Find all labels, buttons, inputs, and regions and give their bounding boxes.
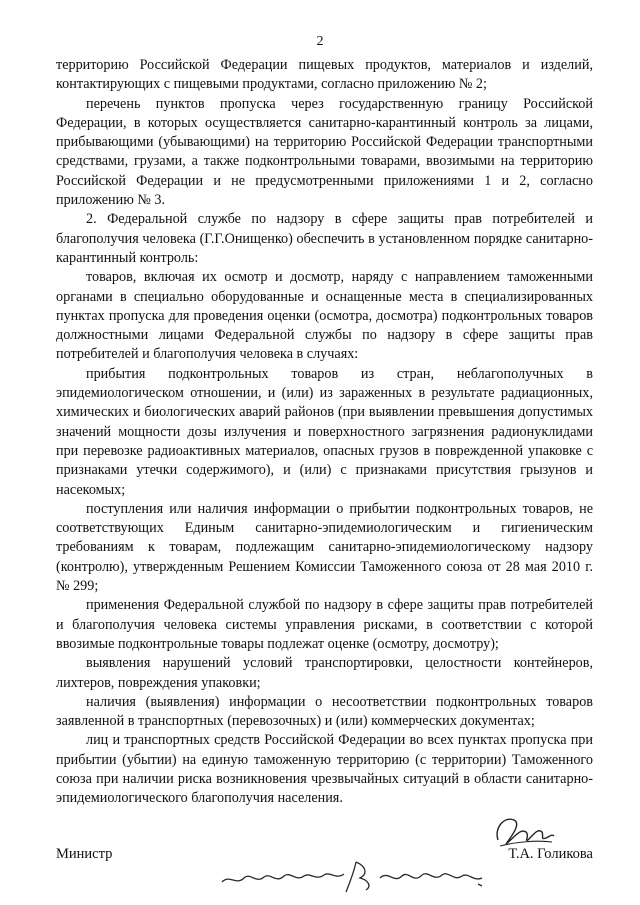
- signer-name: Т.А. Голикова: [508, 846, 593, 862]
- paragraph-case-risk-management: применения Федеральной службой по надзору в сфере защиты прав потребителей и благополучия человека системы управления рисками, в соответствии с которой ввозимые подконтрольные товары подлежат оценке (осмотру, досмотру);: [56, 597, 593, 652]
- page-number: 2: [316, 34, 324, 49]
- paragraph-case-document-mismatch: наличия (выявления) информации о несоответствии подконтрольных товаров заявленной в транспортных (перевозочных) и (или) коммерческих документах;: [56, 693, 593, 730]
- signature-block: [56, 840, 593, 900]
- paragraph-case-information: поступления или наличия информации о прибытии подконтрольных товаров, не соответствующих Единым санитарно-эпидемиологическим и гигиеническим требованиям к товарам, подлежащим санитарно-эпидемиологическому надзору (контролю), утвержденным Решением Комиссии Таможенного союза от 28 мая 2010 г. № 299;: [56, 500, 593, 595]
- paragraph-case-arrival: прибытия подконтрольных товаров из стран, неблагополучных в эпидемиологическом отношении, и (или) из зараженных в результате радиационных, химических и биологических аварий районов (при выявлении превышения допустимых значений мощности дозы излучения и поверхностного загрязнения радионуклидами при перевозке радиоактивных материалов, опасных грузов в поврежденной упаковке с признаками утечки содержимого), и (или) с признаками присутствия грызунов и насекомых;: [56, 365, 593, 498]
- signer-position: Министр: [56, 846, 113, 862]
- paragraph-persons-vehicles: лиц и транспортных средств Российской Федерации во всех пунктах пропуска при прибытии (убытии) на единую таможенную территорию (с территории) Таможенного союза при наличии риска возникновения чрезвычайных ситуаций в области санитарно-эпидемиологического благополучия населения.: [56, 732, 593, 807]
- paragraph-goods-inspection: товаров, включая их осмотр и досмотр, наряду с направлением таможенными органами в специально оборудованные и оснащенные места в специализированных пунктах пропуска для проведения оценки (осмотра, досмотра) подконтрольных товаров должностными лицами Федеральной службы по надзору в сфере защиты прав потребителей и благополучия человека в случаях:: [56, 269, 593, 363]
- paragraph-case-transport-violations: выявления нарушений условий транспортировки, целостности контейнеров, лихтеров, повреждения упаковки;: [56, 655, 593, 691]
- paragraph-item-2: 2. Федеральной службе по надзору в сфере защиты прав потребителей и благополучия человека (Г.Г.Онищенко) обеспечить в установленном порядке санитарно-карантинный контроль:: [56, 211, 593, 266]
- paragraph-continuation: территорию Российской Федерации пищевых продуктов, материалов и изделий, контактирующих с пищевыми продуктами, согласно приложению № 2;: [56, 57, 593, 93]
- document-body: [56, 56, 593, 809]
- paragraph-checkpoints-list: перечень пунктов пропуска через государственную границу Российской Федерации, в которых осуществляется санитарно-карантинный контроль за лицами, прибывающими (убывающими) на территорию Российской Федерации транспортными средствами, грузами, а также подконтрольными товарами, ввозимыми на территорию Российской Федерации и не предусмотренными приложениями 1 и 2, согласно приложению № 3.: [56, 95, 593, 209]
- handwritten-annotation: [216, 848, 496, 896]
